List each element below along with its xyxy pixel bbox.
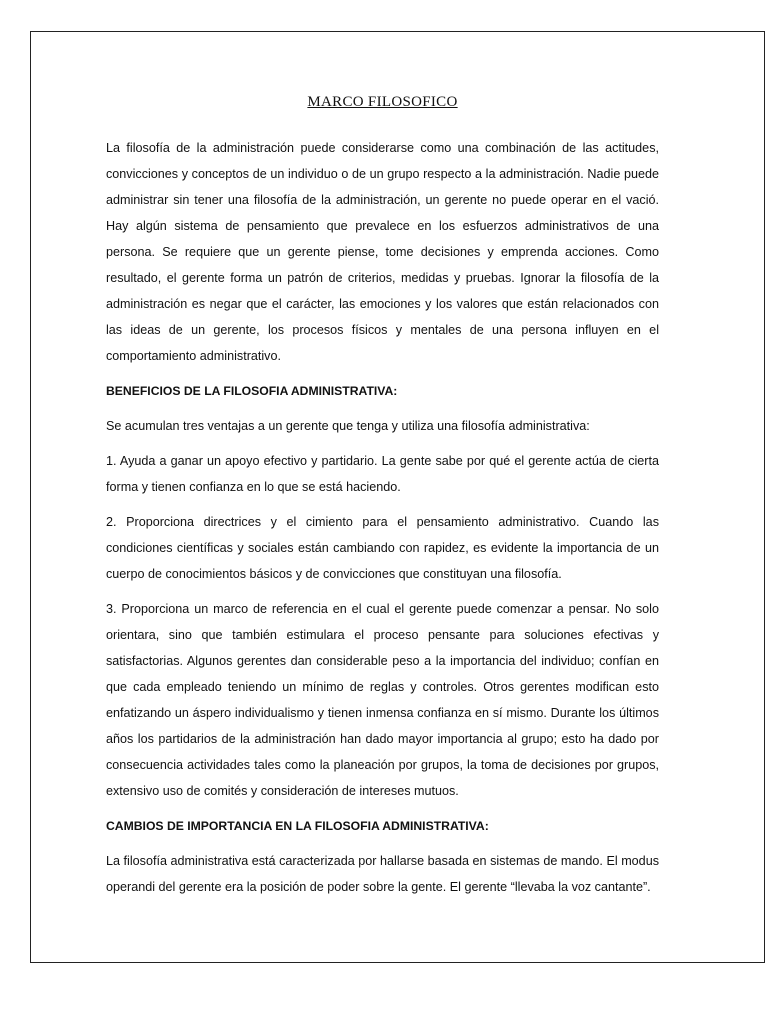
beneficio-2-paragraph: 2. Proporciona directrices y el cimiento para el pensamiento administrativo. Cuando las condiciones científicas y sociales están cambiando con rapidez, es evidente la importancia de un cuerpo de conocimientos básicos y de convicciones que constituyan una filosofía. xyxy=(106,515,659,581)
beneficio-3-paragraph: 3. Proporciona un marco de referencia en el cual el gerente puede comenzar a pensar. No solo orientara, sino que también estimulara el proceso pensante para soluciones efectivas y satisfactorias. Algunos gerentes dan considerable peso a la importancia del individuo; confían en que cada empleado teniendo un mínimo de reglas y controles. Otros gerentes modifican esto enfatizando un áspero individualismo y tienen inmensa confianza en sí mismo. Durante los últimos años los partidarios de la administración han dado mayor importancia al grupo; esto ha dado por consecuencia actividades tales como la planeación por grupos, la toma de decisiones por grupos, extensivo uso de comités y consideración de intereses mutuos. xyxy=(106,602,659,798)
intro-paragraph: La filosofía de la administración puede considerarse como una combinación de las actitudes, convicciones y conceptos de un individuo o de un grupo respecto a la administración. Nadie puede administrar sin tener una filosofía de la administración, un gerente no puede operar en el vació. Hay algún sistema de pensamiento que prevalece en los esfuerzos administrativos de una persona. Se requiere que un gerente piense, tome decisiones y emprenda acciones. Como resultado, el gerente forma un patrón de criterios, medidas y pruebas. Ignorar la filosofía de la administración es negar que el carácter, las emociones y los valores que están relacionados con las ideas de un gerente, los procesos físicos y mentales de una persona influyen en el comportamiento administrativo. xyxy=(106,141,659,363)
document-body xyxy=(106,92,659,909)
document-title: MARCO FILOSOFICO xyxy=(307,94,458,110)
beneficio-1-paragraph: 1. Ayuda a ganar un apoyo efectivo y partidario. La gente sabe por qué el gerente actúa de cierta forma y tienen confianza en lo que se está haciendo. xyxy=(106,454,659,494)
heading-cambios: CAMBIOS DE IMPORTANCIA EN LA FILOSOFIA ADMINISTRATIVA: xyxy=(106,819,489,833)
beneficios-intro-paragraph: Se acumulan tres ventajas a un gerente que tenga y utiliza una filosofía administrativa: xyxy=(106,419,590,433)
heading-beneficios: BENEFICIOS DE LA FILOSOFIA ADMINISTRATIVA: xyxy=(106,384,398,398)
cambios-paragraph: La filosofía administrativa está caracterizada por hallarse basada en sistemas de mando. El modus operandi del gerente era la posición de poder sobre la gente. El gerente “llevaba la voz cantante”. xyxy=(106,854,659,894)
